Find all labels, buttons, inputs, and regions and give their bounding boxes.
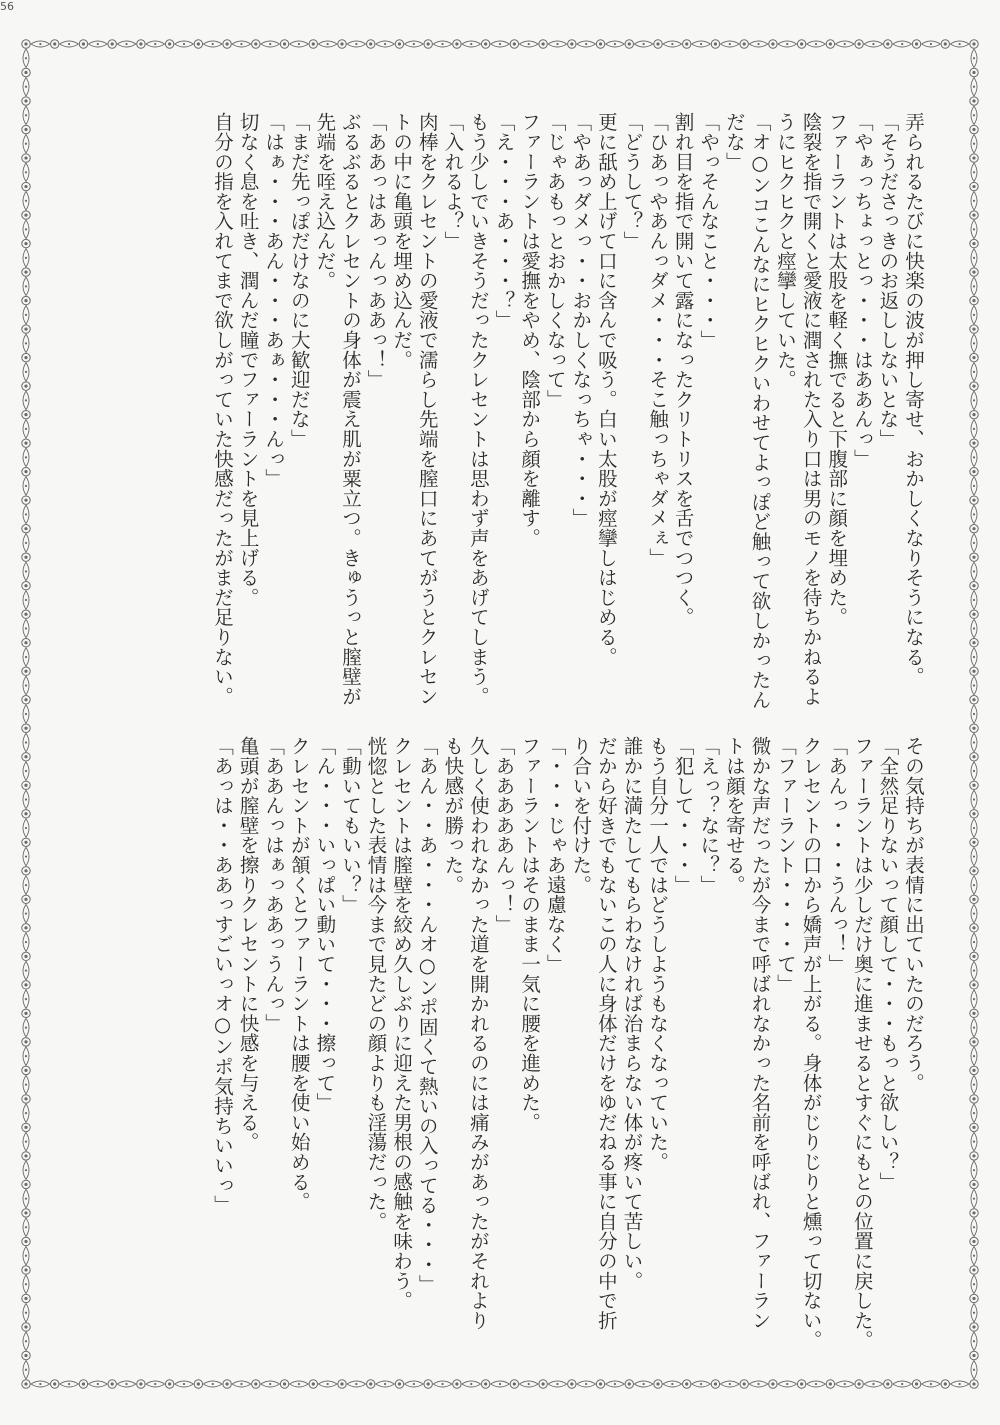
text-line: トは顔を寄せる。 [722, 736, 746, 895]
text-line: 割れ目を指で開いて露になったクリトリスを舌でつつく。 [671, 112, 695, 627]
text-line: り合いを付けた。 [569, 736, 593, 895]
text-line: 「あんっ・・・うんっ！」 [825, 736, 849, 974]
text-line: 「入れるよ？」 [441, 112, 465, 251]
text-line: その気持ちが表情に出ていたのだろう。 [902, 736, 925, 1093]
text-line: ファーラントは太股を軽く撫でると下腹部に顔を埋めた。 [825, 112, 849, 627]
text-line: もう自分一人ではどうしようもなくなっていた。 [646, 736, 670, 1172]
text-line: だな」 [722, 112, 746, 172]
text-line: 「ん・・・いっぱい動いて・・・擦って」 [313, 736, 337, 1113]
text-line: 「そうださっきのお返ししないとな」 [876, 112, 900, 449]
text-line: 「あん・・あ・・・んオ○ンポ固くて熱いの入ってる・・・」 [415, 736, 439, 1294]
lower-text-block [209, 736, 926, 1350]
text-line: 弄られるたびに快楽の波が押し寄せ、おかしくなりそうになる。 [902, 112, 925, 687]
text-line: 亀頭が膣壁を擦りクレセントに快感を与える。 [236, 736, 260, 1152]
text-line: 「ファーラント・・・・て」 [774, 736, 798, 994]
text-line: 陰裂を指で開くと愛液に潤された入り口は男のモノを待ちかねるよ [799, 112, 823, 706]
text-line: 「犯して・・・」 [671, 736, 695, 895]
text-line: クレセントの口から嬌声が上がる。身体がじりじりと燻って切ない。 [799, 736, 823, 1350]
text-line: 更に舐め上げて口に含んで吸う。白い太股が痙攣しはじめる。 [594, 112, 618, 667]
text-line: 「ああんっはぁっああっうんっ」 [262, 736, 286, 1033]
text-line: 肉棒をクレセントの愛液で濡らし先端を膣口にあてがうとクレセン [415, 112, 439, 706]
text-line: 切なく息を吐き、潤んだ瞳でファーラントを見上げる。 [236, 112, 260, 607]
text-line: 「やあっダメっ・・おかしくなっちゃ・・・」 [569, 112, 593, 528]
text-line: 「・・・じゃあ遠慮なく」 [543, 736, 567, 974]
text-line: 「オ○ンコこんなにヒクヒクいわせてよっぽど触って欲しかったん [748, 112, 772, 710]
text-line: 自分の指を入れてまで欲しがっていた快感だったがまだ足りない。 [210, 112, 234, 706]
text-line: ファーラントは少しだけ奥に進ませるとすぐにもとの位置に戻した。 [850, 736, 874, 1350]
text-line: 「動いてもいい？」 [338, 736, 362, 915]
text-line: 「えっ？なに？」 [697, 736, 721, 895]
text-line: 先端を咥え込んだ。 [313, 112, 337, 291]
text-line: 誰かに満たしてもらわなければ治まらない体が疼いて苦しい。 [620, 736, 644, 1291]
text-line: だから好きでもないこの人に身体だけをゆだねる事に自分の中で折 [594, 736, 618, 1330]
text-line: 「あっは・・ああっすごいっオ○ンポ気持ちいいっ」 [210, 736, 234, 1215]
text-line: 「やっそんなこと・・・」 [697, 112, 721, 350]
page-number: 56 [0, 0, 14, 13]
text-line: 「ああっはあっんっああっ！」 [364, 112, 388, 390]
text-line: 「まだ先っぽだけなのに大歓迎だな」 [287, 112, 311, 449]
text-line: 久しく使われなかった道を開かれるのには痛みがあったがそれより [466, 736, 490, 1330]
text-line: 「全然足りないって顔して・・・もっと欲しい？」 [876, 736, 900, 1192]
text-line: 恍惚とした表情は今まで見たどの顔よりも淫蕩だった。 [364, 736, 388, 1231]
text-line: ぶるぶるとクレセントの身体が震え肌が粟立つ。きゅうっと膣壁が [338, 112, 362, 706]
text-line: 「どうして？」 [620, 112, 644, 251]
text-line: 「あああああんっ！」 [492, 736, 516, 934]
text-line: うにヒクヒクと痙攣していた。 [774, 112, 798, 390]
text-line: 「じゃあもっとおかしくなって」 [543, 112, 567, 409]
text-line: 「はぁ・・・あん・・・あぁ・・・んっ」 [262, 112, 286, 489]
text-line: トの中に亀頭を埋め込んだ。 [390, 112, 414, 370]
text-line: クレセントが頷くとファーラントは腰を使い始める。 [287, 736, 311, 1212]
text-line: ファーラントはそのまま一気に腰を進めた。 [518, 736, 542, 1132]
text-line: 微かな声だったが今まで呼ばれなかった名前を呼ばれ、ファーラン [748, 736, 772, 1330]
text-line: クレセントは膣壁を絞め久しぶりに迎えた男根の感触を味わう。 [390, 736, 414, 1311]
text-line: 「やぁっちょっとっ・・・はああんっ」 [850, 112, 874, 469]
text-line: 「え・・・あ・・・？」 [492, 112, 516, 330]
text-line: 「ひあっやあんっダメ・・・そこ触っちゃダメぇ」 [646, 112, 670, 568]
upper-text-block [209, 112, 926, 710]
text-line: も快感が勝った。 [441, 736, 465, 895]
text-line: ファーラントは愛撫をやめ、陰部から顔を離す。 [518, 112, 542, 548]
text-line: もう少しでいきそうだったクレセントは思わず声をあげてしまう。 [466, 112, 490, 706]
